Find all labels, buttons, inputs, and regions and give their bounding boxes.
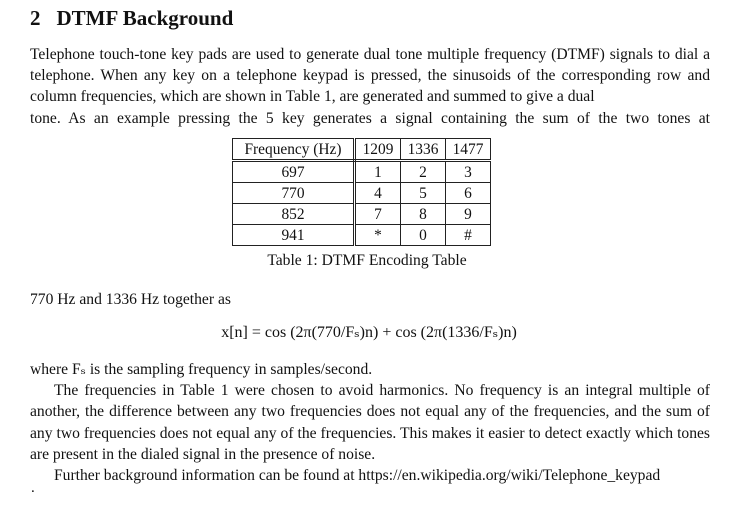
table-cell: 9 bbox=[446, 204, 491, 225]
further-info-paragraph: Further background information can be found at https://en.wikipedia.org/wiki/Telephone_keypad bbox=[54, 467, 661, 485]
table-cell: 1 bbox=[355, 161, 401, 183]
table-cell: * bbox=[355, 225, 401, 246]
closing-paragraphs bbox=[30, 359, 710, 486]
table-cell: 2 bbox=[401, 161, 446, 183]
table-cell: 5 bbox=[401, 183, 446, 204]
table-header-cell: 1477 bbox=[446, 139, 491, 161]
table-row bbox=[233, 204, 491, 225]
dtmf-table-container bbox=[232, 138, 491, 246]
table-cell: 4 bbox=[355, 183, 401, 204]
table-row bbox=[233, 225, 491, 246]
intro-paragraph bbox=[30, 44, 710, 129]
table-cell: # bbox=[446, 225, 491, 246]
harmonics-paragraph: The frequencies in Table 1 were chosen to avoid harmonics. No frequency is an integral multiple of another, the difference between any two frequencies does not equal any of the frequencies, and the sum of any two frequencies does not equal any of the frequencies. This makes it easier to detect exactly which tones are present in the dialed signal in the presence of noise. bbox=[30, 382, 710, 463]
table-caption bbox=[0, 252, 750, 270]
table-cell: 8 bbox=[401, 204, 446, 225]
table-cell: 0 bbox=[401, 225, 446, 246]
where-text: where Fₛ is the sampling frequency in samples/second. bbox=[30, 361, 373, 378]
table-header-cell: Frequency (Hz) bbox=[233, 139, 355, 161]
section-title: DTMF Background bbox=[56, 6, 234, 30]
table-caption-text: Table 1: DTMF Encoding Table bbox=[267, 252, 467, 269]
equation bbox=[0, 322, 750, 342]
dtmf-encoding-table bbox=[232, 138, 491, 246]
table-header-row bbox=[233, 139, 491, 161]
table-cell: 770 bbox=[233, 183, 355, 204]
table-cell: 3 bbox=[446, 161, 491, 183]
table-cell: 6 bbox=[446, 183, 491, 204]
table-row bbox=[233, 161, 491, 183]
table-header-cell: 1336 bbox=[401, 139, 446, 161]
table-cell: 697 bbox=[233, 161, 355, 183]
continuation-paragraph: 770 Hz and 1336 Hz together as bbox=[30, 291, 231, 308]
table-row bbox=[233, 183, 491, 204]
section-number: 2 bbox=[30, 6, 41, 30]
table-cell: 7 bbox=[355, 204, 401, 225]
intro-text: Telephone touch-tone key pads are used to generate dual tone multiple frequency (DTMF) signals to dial a telephone. When any key on a telephone keypad is pressed, the sinusoids of the corresponding row and column frequencies, which are shown in Table 1, are generated and summed to give a dual bbox=[30, 46, 710, 106]
table-cell: 852 bbox=[233, 204, 355, 225]
table-cell: 941 bbox=[233, 225, 355, 246]
trailing-period: . bbox=[31, 480, 35, 496]
table-header-cell: 1209 bbox=[355, 139, 401, 161]
equation-text: x[n] = cos (2π(770/Fₛ)n) + cos (2π(1336/Fₛ)n) bbox=[221, 324, 517, 341]
section-heading bbox=[30, 6, 233, 31]
intro-last-line: tone. As an example pressing the 5 key generates a signal containing the sum of the two tones at bbox=[30, 109, 710, 127]
